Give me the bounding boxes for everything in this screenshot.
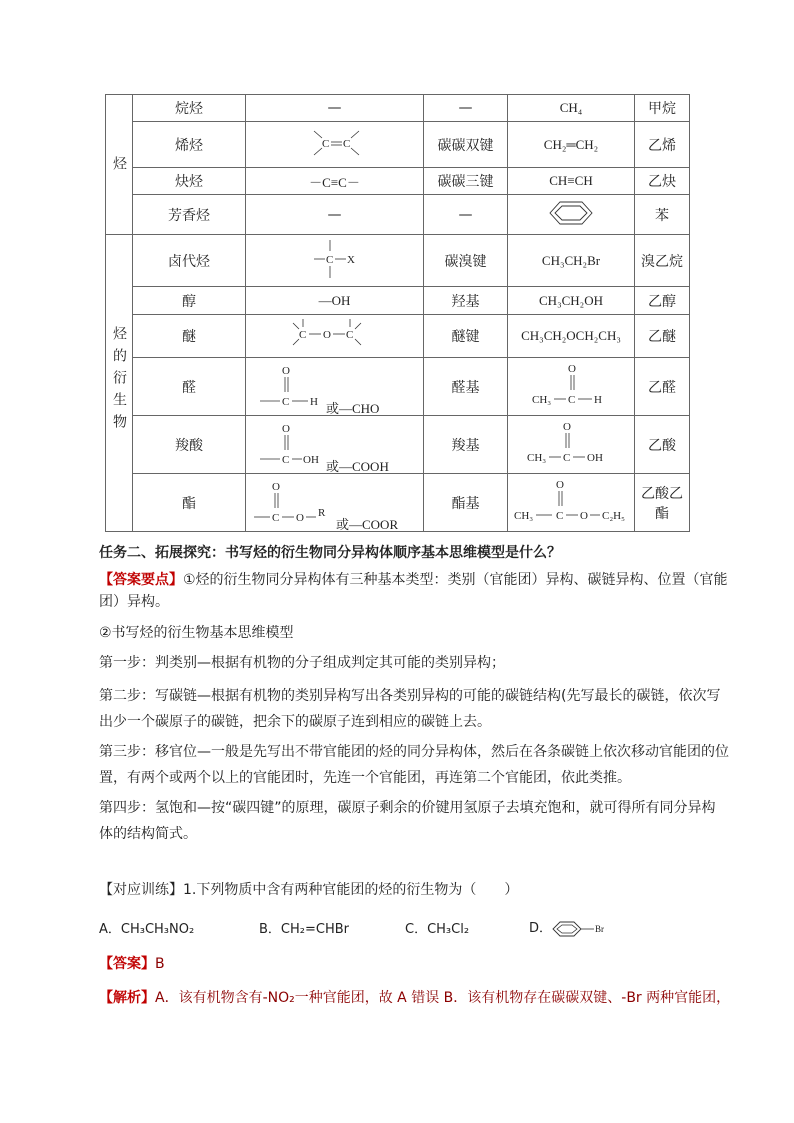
svg-text:C: C	[563, 451, 571, 464]
name-cell: 乙酸乙酯	[635, 474, 690, 532]
svg-text:O: O	[568, 362, 576, 375]
class-cell: 醇	[133, 287, 246, 315]
example-cell	[508, 358, 635, 416]
analysis-label: 【解析】	[99, 990, 155, 1006]
acetaldehyde-structure-drawing	[526, 360, 616, 410]
example-cell: CH₂═CH₂	[508, 122, 635, 168]
table-row	[106, 315, 690, 358]
carboxyl-structure-drawing	[256, 420, 326, 470]
svg-text:R: R	[318, 506, 326, 519]
group-cell: 酯基	[424, 474, 508, 532]
example-cell	[508, 474, 635, 532]
group-derivative: 烃的衍生物	[106, 235, 133, 532]
class-cell: 卤代烃	[133, 235, 246, 287]
task2-title: 任务二、拓展探究：书写烃的衍生物同分异构体顺序基本思维模型是什么？	[99, 545, 561, 561]
svg-text:H: H	[594, 393, 602, 406]
table-row	[106, 474, 690, 532]
example-cell: CH₃CH₂OH	[508, 287, 635, 315]
svg-text:C₂H₅: C₂H₅	[602, 509, 625, 522]
analysis-line	[99, 988, 739, 1008]
ether-structure-drawing	[285, 315, 385, 353]
example-cell	[508, 195, 635, 235]
step-2: 第二步：写碳链—根据有机物的类别异构写出各类别异构的可能的碳链结构(先写最长的碳链，依次写出少一个碳原子的碳链，把余下的碳原子连到相应的碳链上去。	[99, 688, 721, 730]
svg-text:C: C	[272, 511, 280, 524]
ethyl-acetate-structure-drawing	[510, 476, 632, 526]
svg-text:CH₃: CH₃	[527, 451, 547, 464]
svg-text:OH: OH	[303, 453, 319, 466]
class-cell: 烯烃	[133, 122, 246, 168]
table-row	[106, 235, 690, 287]
ester-short-form: 或—COOR	[336, 516, 399, 532]
svg-text:O: O	[322, 329, 331, 341]
class-cell: 醛	[133, 358, 246, 416]
practice-question-text: 1.下列物质中含有两种官能团的烃的衍生物为（ ）	[183, 882, 519, 898]
answer-line	[99, 954, 729, 974]
practice-question	[99, 880, 729, 900]
option-a[interactable]: A．CH₃CH₃NO₂	[99, 921, 195, 937]
bromobenzene-icon	[552, 920, 614, 938]
step-4: 第四步：氢饱和—按“碳四键”的原理，碳原子剩余的价键用氢原子去填充饱和，就可得所有同分异构体的结构简式。	[99, 800, 716, 842]
svg-text:O: O	[563, 420, 571, 433]
svg-text:Br: Br	[595, 923, 605, 934]
group-cell: —	[424, 195, 508, 235]
group-cell: 碳碳三键	[424, 168, 508, 195]
aldehyde-short-form: 或—CHO	[326, 400, 380, 416]
haloalkane-structure-drawing	[300, 236, 370, 282]
carboxyl-short-form: 或—COOH	[326, 458, 389, 474]
group-cell: 碳溴键	[424, 235, 508, 287]
svg-text:C: C	[568, 393, 576, 406]
svg-text:CH₃: CH₃	[532, 393, 552, 406]
svg-text:C: C	[325, 253, 333, 266]
table-row	[106, 168, 690, 195]
option-d[interactable]: D． Br	[529, 917, 614, 938]
aldehyde-structure-drawing	[256, 362, 326, 412]
table-row	[106, 95, 690, 122]
option-b[interactable]: B．CH₂=CHBr	[259, 921, 349, 937]
example-cell: CH₃CH₂OCH₂CH₃	[508, 315, 635, 358]
answer-value: B	[155, 956, 165, 972]
acetic-acid-structure-drawing	[521, 418, 621, 468]
ester-structure-drawing	[252, 478, 336, 528]
svg-text:C: C	[342, 137, 350, 150]
benzene-ring-icon	[548, 199, 594, 227]
example-cell	[508, 416, 635, 474]
alkene-structure-drawing	[300, 123, 370, 163]
group-cell: —	[424, 95, 508, 122]
answer-point-1: ①烃的衍生物同分异构体有三种基本类型：类别（官能团）异构、碳链异构、位置（官能团）异构。	[99, 572, 728, 610]
table-row	[106, 416, 690, 474]
svg-text:C: C	[298, 329, 306, 341]
group-cell: 醚键	[424, 315, 508, 358]
svg-text:CH₃: CH₃	[514, 509, 534, 522]
group-cell: 碳碳双键	[424, 122, 508, 168]
name-cell: 乙醚	[635, 315, 690, 358]
structure-cell	[246, 416, 424, 474]
svg-text:C: C	[282, 453, 290, 466]
structure-cell	[246, 122, 424, 168]
group-hydrocarbon: 烃	[106, 95, 133, 235]
answer-point-2: ②书写烃的衍生物基本思维模型	[99, 625, 294, 641]
svg-text:C: C	[282, 395, 290, 408]
svg-text:X: X	[346, 253, 355, 266]
name-cell: 苯	[635, 195, 690, 235]
structure-cell: —OH	[246, 287, 424, 315]
group-cell: 醛基	[424, 358, 508, 416]
class-cell: 炔烃	[133, 168, 246, 195]
class-cell: 酯	[133, 474, 246, 532]
structure-cell	[246, 315, 424, 358]
svg-text:C: C	[321, 137, 329, 150]
group-cell: 羧基	[424, 416, 508, 474]
svg-text:OH: OH	[587, 451, 603, 464]
structure-cell	[246, 474, 424, 532]
svg-text:O: O	[282, 364, 290, 377]
option-c[interactable]: C．CH₃Cl₂	[405, 921, 470, 937]
structure-cell	[246, 235, 424, 287]
name-cell: 乙醛	[635, 358, 690, 416]
example-cell: CH₄	[508, 95, 635, 122]
structure-cell: －C≡C－	[246, 168, 424, 195]
structure-cell: —	[246, 95, 424, 122]
table-row	[106, 122, 690, 168]
table-row	[106, 358, 690, 416]
svg-text:O: O	[272, 480, 280, 493]
answer-points-label: 【答案要点】	[99, 572, 183, 588]
svg-text:C: C	[556, 509, 564, 522]
options-row	[99, 917, 614, 938]
name-cell: 甲烷	[635, 95, 690, 122]
svg-text:H: H	[310, 395, 318, 408]
group-cell: 羟基	[424, 287, 508, 315]
example-cell: CH≡CH	[508, 168, 635, 195]
structure-cell: —	[246, 195, 424, 235]
svg-text:O: O	[296, 511, 304, 524]
table-row	[106, 195, 690, 235]
functional-group-table	[105, 94, 690, 532]
task2-section	[99, 543, 729, 847]
class-cell: 羧酸	[133, 416, 246, 474]
name-cell: 溴乙烷	[635, 235, 690, 287]
class-cell: 烷烃	[133, 95, 246, 122]
structure-cell	[246, 358, 424, 416]
class-cell: 芳香烃	[133, 195, 246, 235]
svg-text:O: O	[282, 422, 290, 435]
name-cell: 乙炔	[635, 168, 690, 195]
step-1: 第一步：判类别—根据有机物的分子组成判定其可能的类别异构；	[99, 655, 505, 671]
example-cell: CH₃CH₂Br	[508, 235, 635, 287]
class-cell: 醚	[133, 315, 246, 358]
svg-text:O: O	[556, 478, 564, 491]
answer-label: 【答案】	[99, 956, 155, 972]
analysis-text: A．该有机物含有-NO₂一种官能团，故 A 错误 B．该有机物存在碳碳双键、-Br 两种官能团，	[155, 990, 731, 1006]
svg-text:C: C	[345, 329, 353, 341]
practice-label: 【对应训练】	[99, 882, 183, 898]
svg-text:O: O	[580, 509, 588, 522]
name-cell: 乙烯	[635, 122, 690, 168]
step-3: 第三步：移官位—一般是先写出不带官能团的烃的同分异构体，然后在各条碳链上依次移动官能团的位置，有两个或两个以上的官能团时，先连一个官能团，再连第二个官能团，依此类推。	[99, 744, 729, 786]
name-cell: 乙醇	[635, 287, 690, 315]
table-row	[106, 287, 690, 315]
name-cell: 乙酸	[635, 416, 690, 474]
